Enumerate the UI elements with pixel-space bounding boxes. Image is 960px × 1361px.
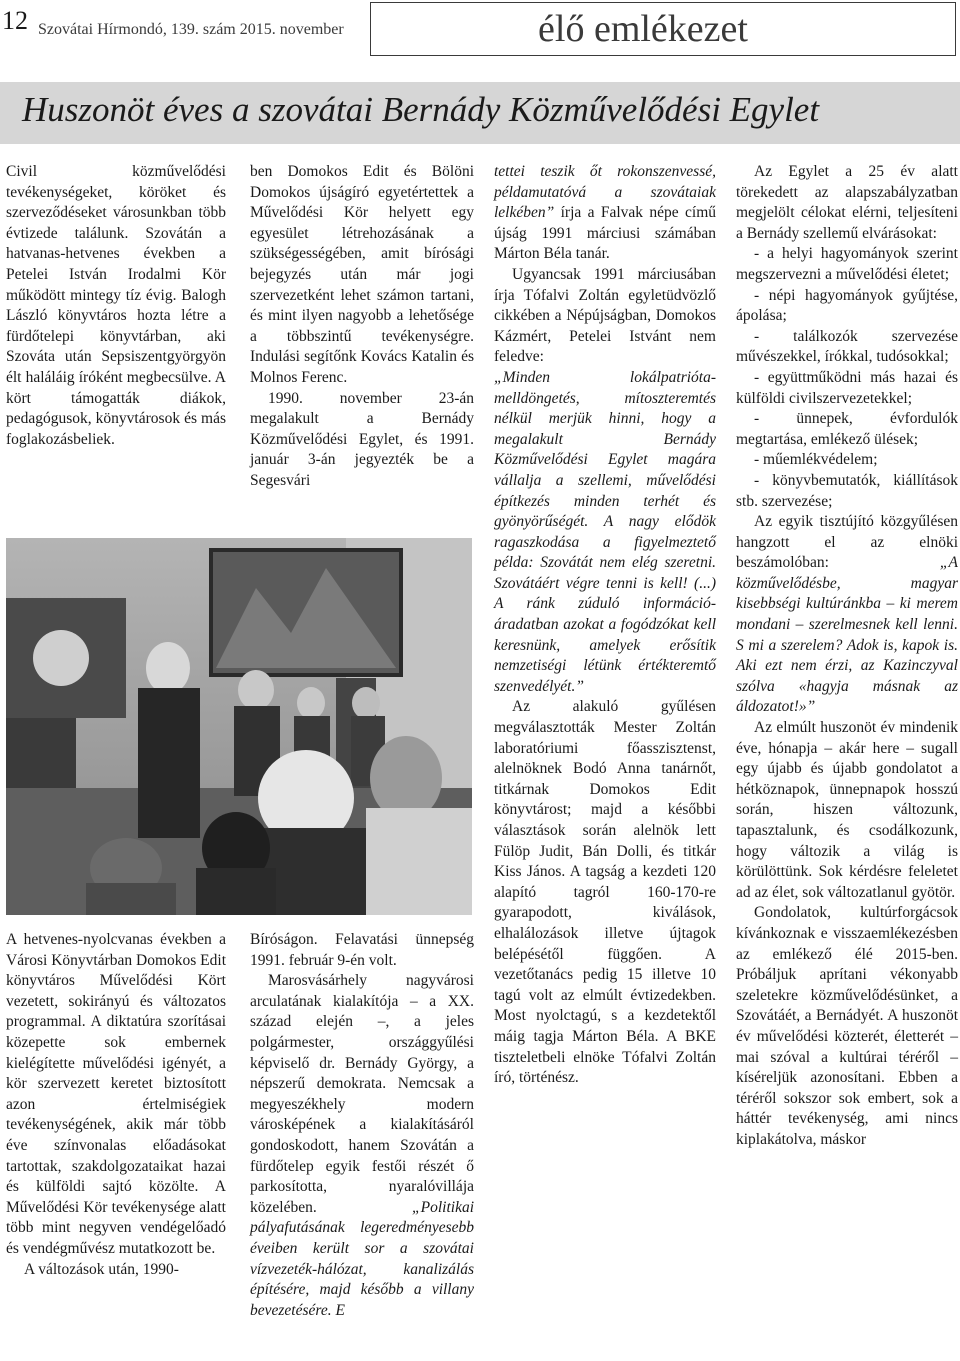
section-title-box xyxy=(370,2,956,56)
page-header xyxy=(0,0,960,62)
column-2-top xyxy=(250,162,474,492)
column-2-bottom xyxy=(250,930,474,1321)
list-item: - együttműködni más hazai és külföldi civilszervezetekkel; xyxy=(736,368,958,407)
list-item: - a helyi hagyományok szerint megszervezni a művelődési életet; xyxy=(736,245,958,283)
page-number: 12 xyxy=(2,6,28,35)
event-photo xyxy=(6,538,472,915)
paragraph-text: Marosvásárhely nagyvárosi arculatának kialakítója – a XX. század elején –, a jeles polgármester, országgyűlési képviselő dr. Bernády György, a népszerű demokrata. Nemcsak a megyeszékhely modern városképének a kialakításáról gondoskodott, hanem Szovátán a fürdőtelep egyik festői részét ő parkosította, nyaralóvillája közelében. xyxy=(250,972,474,1216)
italic-quote: „A közművelődésbe, magyar kisebbségi kultúránkba – ki merem mondani – szerelmesnek kell lenni. S mi a szerelem? Adok is, kapok is. Aki ezt nem érzi, az Kazinczyval szólva «hagyja másnak az áldozatot!»” xyxy=(736,554,958,716)
article-title-banner xyxy=(0,82,960,144)
photo-image xyxy=(6,538,472,915)
italic-quote-block: „Minden lokálpatrióta-melldöngetés, mítoszteremtés nélkül merjük hinni, hogy a megalakult Bernády Közművelődési Egylet magára vállalja a szellemi, művelődési építkezés minden terhét és gyönyörűségét. A nagy elődök ragaszkodása a figyelmeztető példa: Szovátát nem elég szeretni. Szovátáért végre tenni is kell! (...) A ránk zúduló információ-áradatban azokat a fogódzókat kell keresnünk, amelyek erősítik nemzetiségi létünk értékteremtő szenvedélyét.” xyxy=(494,368,716,695)
paragraph: Civil közművelődési tevékenységeket, köröket és szerveződéseket városunkban több évtizede találunk. Szovátán a hatvanas-hetvenes években a Petelei István Irodalmi Kör működött mintegy tíz évig. Balogh László könyvtáros hozta létre a fürdőtelepi könyvtárban, aki Szováta után Sepsiszentgyörgyön élt haláláig íróként megbecsülve. A kört támogatták diákok, pedagógusok, könyvtárosok és más foglakozásbeliek. xyxy=(6,163,226,448)
paragraph xyxy=(250,971,474,1321)
italic-quote: „Politikai pályafutásának legeredményesebb éveiben került sor a szovátai vízvezeték-hálózat, kanalizálás építésére, majd később a villany bevezetésére. E xyxy=(250,1198,474,1319)
paragraph: Az elmúlt huszonöt év mindenik éve, hónapja – akár here – sugall egy újabb és újabb gondolatot a hétköznapok, ünnepnapok hosszú során, hiszen változunk, tapasztalunk, és csodálkozunk, hogy változik a világ is körülöttünk. Sok kérdésre feleletet ad az élet, sok változatlanul gyötör. xyxy=(736,719,958,901)
paragraph-text: írja a Falvak népe című újság 1991 márciusi számában Márton Béla tanár. xyxy=(494,204,716,263)
publication-info: Szovátai Hírmondó, 139. szám 2015. november xyxy=(38,21,344,38)
paragraph xyxy=(494,162,716,265)
paragraph: Bíróságon. Felavatási ünnepség 1991. február 9-én volt. xyxy=(250,931,474,969)
paragraph: ben Domokos Edit és Bölöni Domokos újságíró egyetértettek a Művelődési Kör helyett egy egyesület létrehozásának a szükségességében, amit bírósági bejegyzés után már jogi szervezetként lehet számon tartani, és mint ilyen nagyobb a lehetősége a többszintű tevékenységre. Indulási segítőnk Kovács Katalin és Molnos Ferenc. xyxy=(250,163,474,386)
paragraph: Az Egylet a 25 év alatt törekedett az alapszabályzatban megjelölt célokat elérni, teljesíteni a Bernády szellemű elvárásokat: xyxy=(736,163,958,242)
list-item: - könyvbemutatók, kiállítások stb. szervezése; xyxy=(736,471,958,510)
paragraph xyxy=(736,512,958,718)
article-title: Huszonöt éves a szovátai Bernády Közművelődési Egylet xyxy=(22,90,820,129)
column-3 xyxy=(494,162,716,1089)
list-item: - találkozók szervezése művészekkel, írókkal, tudósokkal; xyxy=(736,327,958,366)
list-item: - műemlékvédelem; xyxy=(754,451,878,469)
paragraph: A változások után, 1990- xyxy=(24,1260,179,1278)
paragraph-text: Az egyik tisztújító közgyűlésen hangzott el az elnöki beszámolóban: xyxy=(736,513,958,572)
paragraph: 1990. november 23-án megalakult a Bernády Közművelődési Egylet, és 1991. január 3-án jegyezték be a Segesvári xyxy=(250,389,474,489)
paragraph-text: Ugyancsak 1991 márciusában írja Tófalvi Zoltán egyletüdvözlő cikkében a Népújságban, Domokos Kázmért, Petelei Istvánt nem feledve: xyxy=(494,265,716,366)
paragraph: A hetvenes-nyolcvanas években a Városi Könyvtárban Domokos Edit könyvtáros Művelődési Kört vezetett, sokirányú és változatos programmal. A diktatúra szorításai közepette sok embernek kielégítette művelődési igényét, a kör szervezett keretet biztosított azon értelmiségiek tevékenységének, akik már több éve színvonalas előadásokat tartottak, szakdolgozataikat hazai és külföldi sajtó közölte. A Művelődési Kör tevékenysége alatt több mint negyven vendégelőadó és vendégművész mutatkozott be. xyxy=(6,931,226,1257)
section-title: élő emlékezet xyxy=(538,8,748,50)
italic-quote: tettei teszik őt rokonszenvessé, példamutatóvá a szovátaiak lelkében” xyxy=(494,163,716,222)
list-item: - népi hagyományok gyűjtése, ápolása; xyxy=(736,286,958,325)
column-4 xyxy=(736,162,958,1151)
paragraph xyxy=(494,265,716,368)
paragraph: Az alakuló gyűlésen megválasztották Mester Zoltán laboratóriumi főasszisztenst, alelnöknek Bodó Anna tanárnőt, titkárnak Domokos Edit könyvtárost; majd a későbbi választások során alelnök lett Fülöp Judit, Bán Dolli, és titkár Kiss János. A tagság a kezdeti 120 alapító tagról 160-170-re gyarapodott, kiválások, elhalálozások illetve újtagok belépésétől függően. A vezetőtanács pedig 15 illetve 10 tagú volt az elmúlt évtizedekben. Most nyolctagú, s a kezdetektől máig tagja Márton Béla. A BKE tiszteletbeli elnöke Tófalvi Zoltán író, történész. xyxy=(494,698,716,1087)
column-1-top xyxy=(6,162,226,450)
column-1-bottom xyxy=(6,930,226,1280)
list-item: - ünnepek, évfordulók megtartása, emlékező ülések; xyxy=(736,410,958,448)
paragraph: Gondolatok, kultúrforgácsok kívánkoznak e visszaemlékezésben az emlékező élé 2015-ben. Próbáljuk aprítani vékonyabb szeletekre közművelődésünket, a Szovátáét, a Bernádyét. A huszonöt év művelődési közterét, életterét – mai szóval a kultúrai téréről – kíséreljük azonosítani. Ebben a téréről sokszor sok embert, sok a háttér tevékenység, ami nincs kiplakátolva, máskor xyxy=(736,904,958,1148)
